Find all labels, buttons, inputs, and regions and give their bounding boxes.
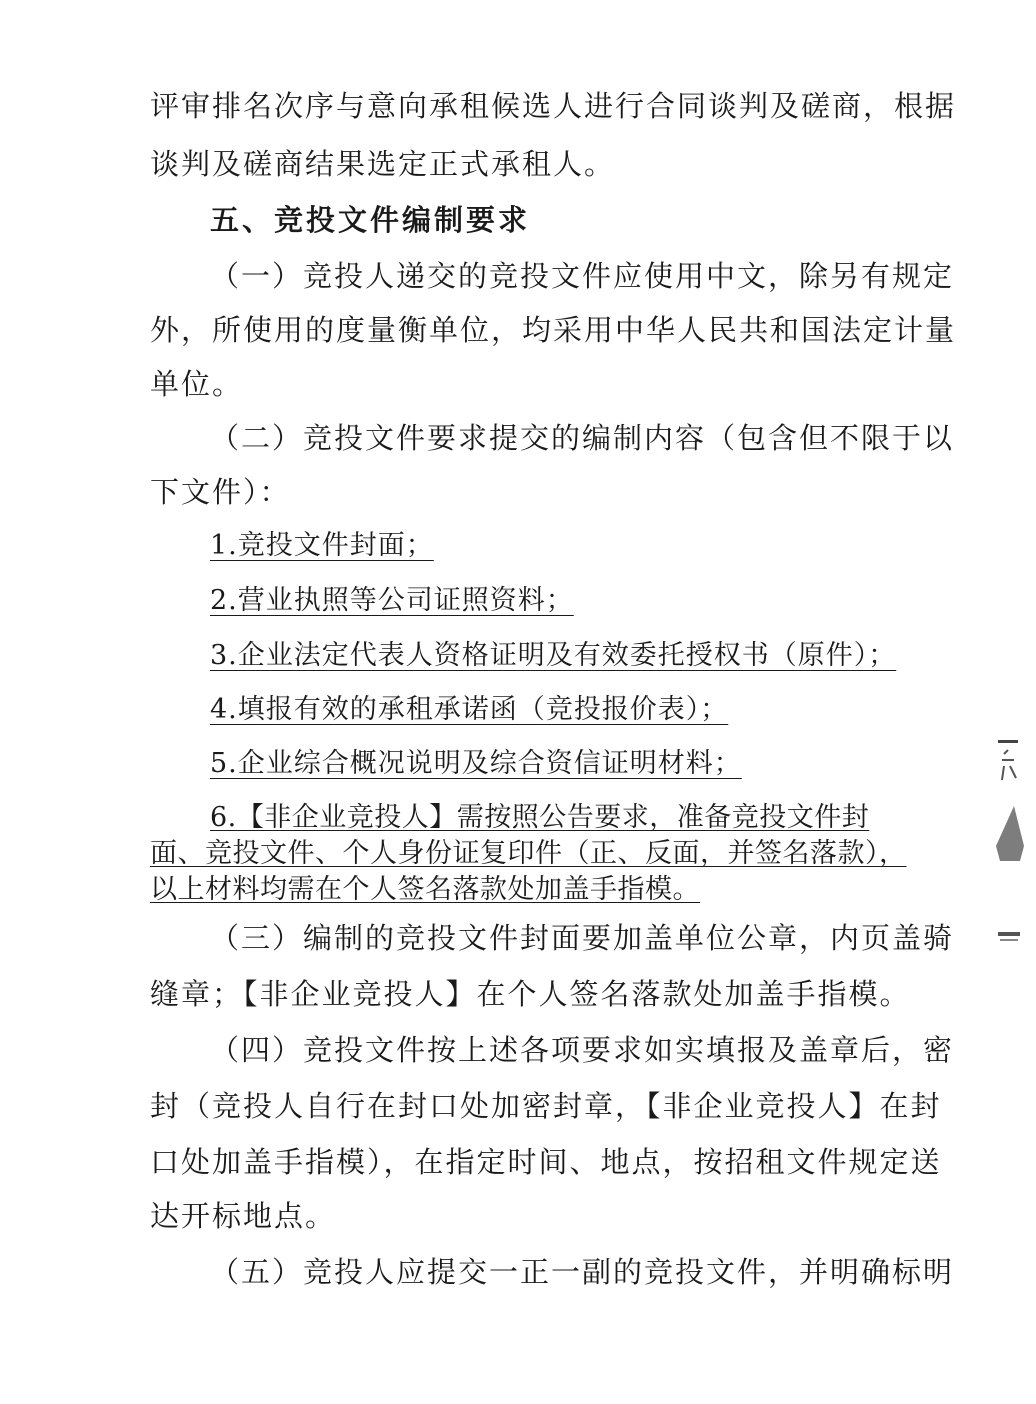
paragraph-line: （一）竞投人递交的竞投文件应使用中文，除另有规定 bbox=[210, 259, 955, 293]
paragraph-line: 封（竞投人自行在封口处加密封章，【非企业竞投人】在封 bbox=[150, 1089, 942, 1123]
paragraph-line: （三）编制的竞投文件封面要加盖单位公章，内页盖骑 bbox=[210, 921, 955, 955]
list-item: 4.填报有效的承租承诺函（竞投报价表）； bbox=[210, 694, 729, 725]
paragraph-line: （二）竞投文件要求提交的编制内容（包含但不限于以 bbox=[210, 421, 955, 455]
list-item: 3.企业法定代表人资格证明及有效委托授权书（原件）； bbox=[210, 640, 897, 671]
section-heading: 五、竞投文件编制要求 bbox=[210, 203, 531, 237]
paragraph-line: 达开标地点。 bbox=[150, 1199, 337, 1233]
seam-stamp-fragment bbox=[994, 736, 1030, 956]
list-item: 6.【非企业竞投人】需按照公告要求，准备竞投文件封 bbox=[210, 802, 870, 833]
list-item: 5.企业综合概况说明及综合资信证明材料； bbox=[210, 748, 742, 779]
paragraph-line: （四）竞投文件按上述各项要求如实填报及盖章后，密 bbox=[210, 1033, 955, 1067]
paragraph-line: 下文件）： bbox=[150, 475, 291, 509]
paragraph-line: 外，所使用的度量衡单位，均采用中华人民共和国法定计量 bbox=[150, 313, 957, 347]
paragraph-line: 缝章；【非企业竞投人】在个人签名落款处加盖手指模。 bbox=[150, 977, 911, 1011]
paragraph-line: 单位。 bbox=[150, 367, 244, 401]
list-item-continuation: 以上材料均需在个人签名落款处加盖手指模。 bbox=[150, 874, 700, 905]
paragraph-line: 口处加盖手指模），在指定时间、地点，按招租文件规定送 bbox=[150, 1145, 942, 1179]
list-item: 2.营业执照等公司证照资料； bbox=[210, 585, 574, 616]
body-line: 评审排名次序与意向承租候选人进行合同谈判及磋商，根据 bbox=[150, 89, 957, 123]
paragraph-line: （五）竞投人应提交一正一副的竞投文件，并明确标明 bbox=[210, 1255, 955, 1289]
body-line: 谈判及磋商结果选定正式承租人。 bbox=[150, 147, 616, 181]
list-item: 1.竞投文件封面； bbox=[210, 530, 434, 561]
list-item-continuation: 面、竞投文件、个人身份证复印件（正、反面，并签名落款）， bbox=[150, 838, 907, 869]
